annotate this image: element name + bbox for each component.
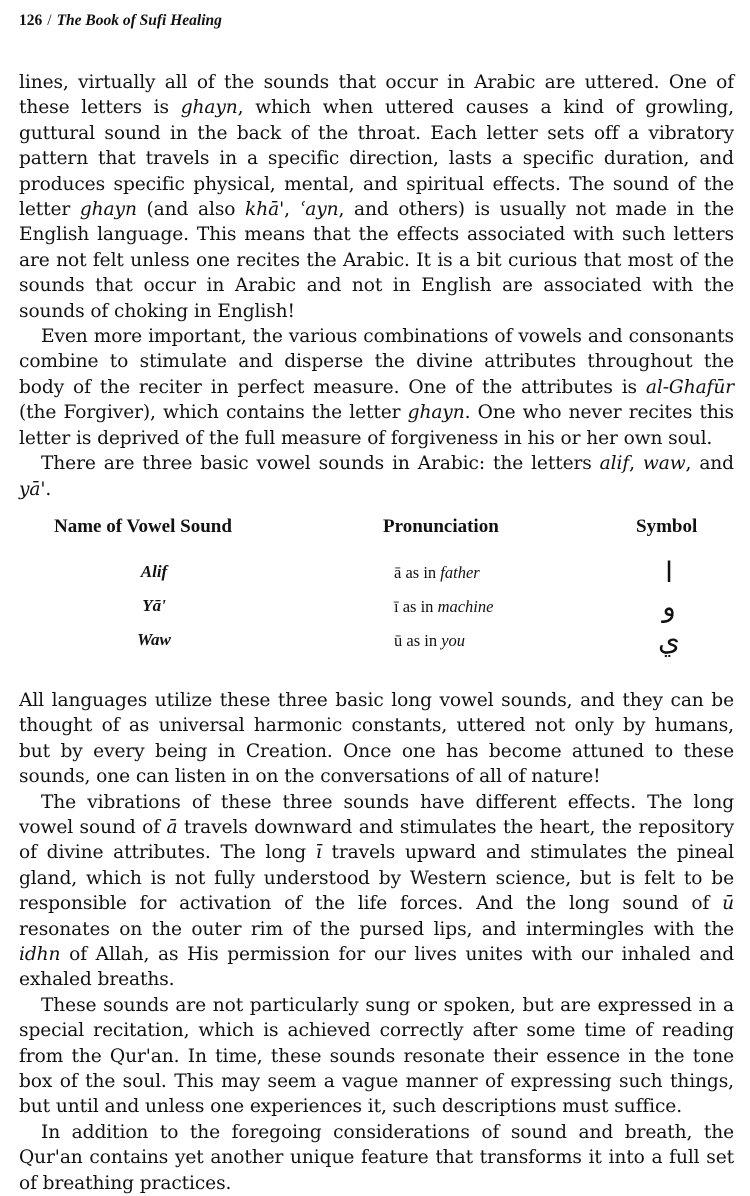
paragraph-universal-vowels: All languages utilize these three basic long vowel sounds, and they can be thought of as universal harmonic constants, uttered not only by humans, but by every being in Creation. Once one has become attuned to these sounds, one can listen in on the conversations of all of nature! (19, 689, 734, 788)
example-word: machine (437, 596, 494, 616)
text-run: . (45, 478, 52, 500)
text-run: (the Forgiver), which contains the letter (19, 402, 408, 424)
text-run: of Allah, as His permission for our lives unites with our inhaled and exhaled breaths. (19, 943, 734, 991)
vowel-pronunciation (394, 631, 465, 651)
paragraph-divine-attributes (19, 324, 734, 451)
text-run: (and also (136, 199, 246, 221)
text-run: . One who never recites this letter is deprived of the full measure of forgiveness in his or her own soul. (19, 402, 734, 449)
running-head (19, 10, 734, 32)
text-run: , and others) is usually not made in the English language. This means that the effects associated with such letters are not felt unless one recites the Arabic. It is a bit curious that most of the sounds that occur in Arabic and not in English are associated with the sounds of choking in English! (19, 199, 735, 322)
table-row (19, 589, 734, 630)
vowel-u: ū (722, 893, 734, 915)
text-run: travels upward and stimulates the pineal gland, which is not fully understood by Western science, but is felt to be responsible for activation of the life forces. And the long sound of (19, 842, 734, 915)
header-separator: / (47, 12, 52, 29)
term-ghayn: ghayn (180, 97, 238, 119)
arabic-letter-symbol: و (662, 589, 676, 623)
term-ghayn: ghayn (407, 402, 465, 424)
vowel-i: ī (315, 842, 322, 864)
paragraph-recitation: These sounds are not particularly sung or spoken, but are expressed in a special recitation, which is achieved correctly after some time of reading from the Qur'an. In time, these sounds resonate their essence in the tone box of the soul. This may seem a vague manner of expressing such things, but until and unless one experiences it, such descriptions must suffice. (19, 994, 734, 1118)
vowel-sound: ā (394, 562, 402, 582)
text-run: The vibrations of these three sounds have different effects. The long vowel sound of (19, 791, 734, 838)
text-run: as in (402, 630, 442, 650)
text-run: , (284, 199, 300, 221)
paragraph-vowel-intro (19, 451, 734, 502)
text-run: lines, virtually all of the sounds that occur in Arabic are uttered. One of these letters is (19, 72, 734, 119)
column-header-name: Name of Vowel Sound (54, 515, 232, 537)
term-alif: alif (599, 453, 630, 475)
example-word: you (441, 630, 466, 650)
text-run: as in (401, 562, 441, 582)
paragraph-vowel-effects (19, 790, 734, 993)
term-idhn: idhn (19, 943, 61, 965)
text-run: , and (685, 453, 734, 475)
text-run: as in (398, 596, 438, 616)
column-header-pronunciation: Pronunciation (383, 515, 499, 537)
example-word: father (440, 562, 480, 582)
term-ghayn: ghayn (79, 199, 137, 221)
arabic-letter-symbol: ا (665, 555, 673, 589)
vowel-sound: ū (394, 630, 403, 650)
text-run: Even more important, the various combinations of vowels and consonants combine to stimulate and disperse the divine attributes throughout the body of the reciter in perfect measure. One of the attributes is (19, 326, 734, 398)
vowel-pronunciation (394, 563, 480, 583)
vowel-name: Waw (137, 629, 171, 649)
term-al-ghafur: al-Ghafūr (645, 376, 734, 398)
vowel-pronunciation (394, 597, 493, 617)
table-row (19, 623, 734, 664)
column-header-symbol: Symbol (636, 515, 698, 537)
term-waw: waw (642, 453, 686, 475)
table-row (19, 555, 734, 596)
book-title: The Book of Sufi Healing (56, 12, 222, 29)
term-ayn: ʿayn (299, 199, 339, 221)
text-run: , (629, 453, 643, 475)
term-kha: khā' (245, 199, 285, 221)
text-run: There are three basic vowel sounds in Arabic: the letters (41, 453, 600, 475)
text-run: , which when uttered causes a kind of growling, guttural sound in the back of the throat. Each letter sets off a vibratory pattern that travels in a specific direction, lasts a specific duration, and produces specific physical, mental, and spiritual effects. The sound of the letter (19, 97, 734, 221)
vowel-name: Yā' (142, 595, 166, 615)
term-ya: yā' (19, 478, 46, 500)
vowel-a: ā (166, 816, 178, 838)
arabic-letter-symbol: ي (658, 623, 680, 657)
text-run: resonates on the outer rim of the pursed lips, and intermingles with the (19, 918, 734, 940)
vowel-sound-table (19, 516, 734, 688)
vowel-name: Alif (140, 561, 168, 581)
page-number: 126 (19, 12, 43, 29)
vowel-sound: ī (394, 596, 399, 616)
paragraph-arabic-letters (19, 70, 734, 324)
paragraph-breathing-practices: In addition to the foregoing considerations of sound and breath, the Qur'an contains yet another unique feature that transforms it into a full set of breathing practices. (19, 1121, 734, 1194)
text-run: travels downward and stimulates the heart, the repository of divine attributes. The long (19, 816, 734, 864)
